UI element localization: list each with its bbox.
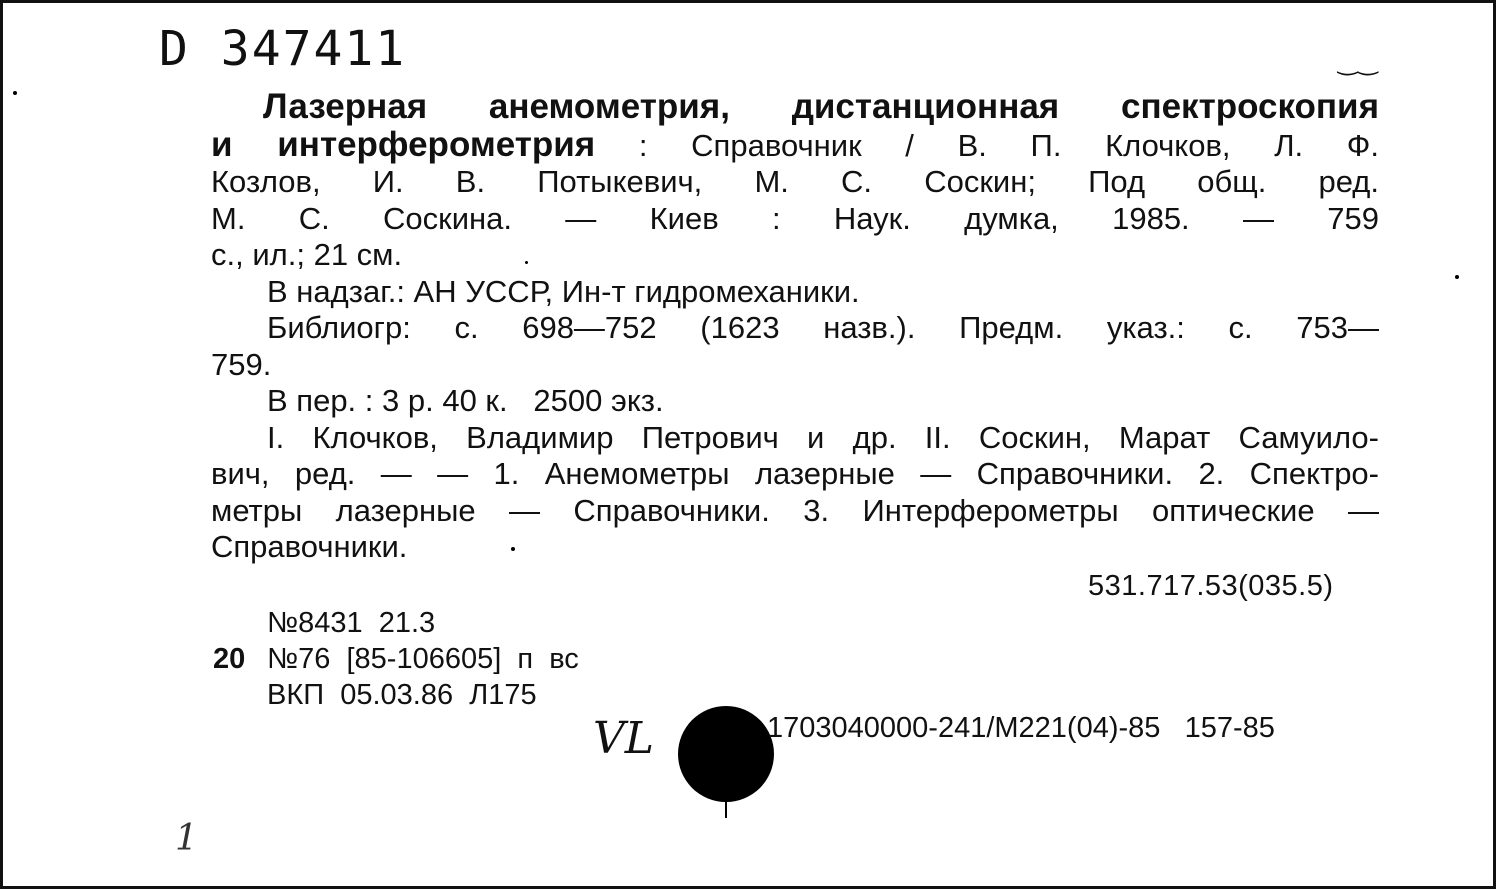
accession-prefix: 20 — [213, 643, 246, 675]
speck — [13, 91, 17, 95]
shelfmark: D 347411 — [159, 21, 407, 77]
udc-code: 531.717.53(035.5) — [1088, 570, 1334, 602]
note-bibliography: Библиогр: с. 698—752 (1623 назв.). Предм. указ.: с. 753— — [267, 310, 1379, 345]
title-text-2: и интерферометрия — [211, 124, 596, 164]
note-head-title: В надзаг.: АН УССР, Ин-т гидромеханики. — [267, 273, 860, 309]
title-line-2 — [211, 124, 1379, 165]
handwritten-initials: VL — [593, 713, 654, 764]
tracing-line-3: метры лазерные — Справочники. 3. Интерферометры оптические — — [211, 492, 1379, 528]
title-line-1 — [211, 89, 1379, 127]
bibliographic-description — [211, 89, 1379, 566]
tracing-line-1: I. Клочков, Владимир Петрович и др. II. Соскин, Марат Самуило- — [267, 419, 1379, 455]
imprint-line: М. С. Соскина. — Киев : Наук. думка, 1985. — 759 — [211, 200, 1379, 236]
pencil-mark: 1 — [175, 818, 198, 859]
speck — [1455, 275, 1459, 279]
accession-line-1: №8431 21.3 — [267, 607, 436, 639]
price-line: В пер. : 3 р. 40 к. 2500 экз. — [267, 383, 664, 418]
tracing-line-4: Справочники. — [211, 529, 408, 564]
responsibility-line: Козлов, И. В. Потыкевич, М. С. Соскин; Под общ. ред. — [211, 164, 1379, 199]
collation-line: с., ил.; 21 см. — [211, 237, 403, 272]
title-text-1: Лазерная анемометрия, дистанционная спектроскопия — [263, 87, 1379, 126]
corner-mark: ‿‿ — [1338, 49, 1379, 76]
speck — [511, 547, 515, 551]
tracing-line-2: вич, ред. — — 1. Анемометры лазерные — Справочники. 2. Спектро- — [211, 456, 1379, 491]
speck — [525, 261, 528, 264]
note-bibliography-end: 759. — [211, 346, 272, 382]
punch-hole-stem — [725, 798, 727, 818]
accession-line-2: №76 [85-106605] п вс — [267, 643, 579, 675]
accession-line-3: ВКП 05.03.86 Л175 — [267, 679, 537, 711]
responsibility-start: : Справочник / В. П. Клочков, Л. Ф. — [638, 127, 1379, 163]
catalog-code: 1703040000-241/М221(04)-85 157-85 — [767, 712, 1275, 744]
punch-hole-dot — [678, 706, 774, 802]
accession-block — [213, 605, 579, 713]
